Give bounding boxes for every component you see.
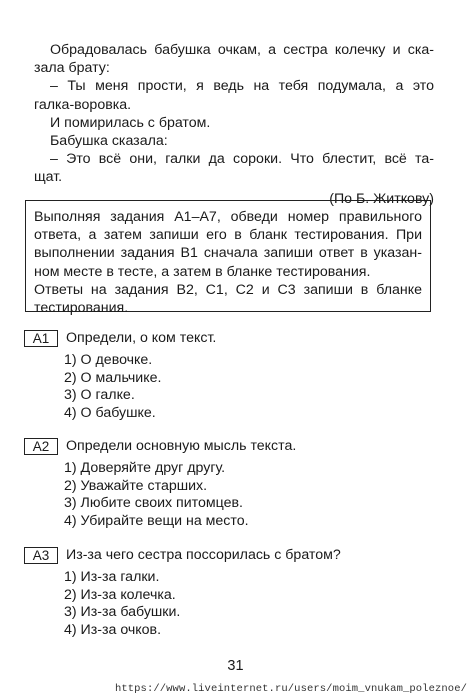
answer-option[interactable]: 4) Из-за очков. (64, 621, 162, 638)
instructions-line: ответа, а затем запиши его в бланк тестирования. При (34, 227, 422, 244)
instructions-line: выполнении задания В1 сначала запиши ответ в указан- (34, 245, 422, 262)
answer-options (64, 352, 434, 422)
story-source: (По Б. Житкову) (329, 190, 434, 207)
answer-option[interactable]: 1) Доверяйте друг другу. (64, 460, 226, 476)
story-line: галка-воровка. (34, 96, 132, 113)
story-line: Бабушка сказала: (50, 133, 168, 150)
instructions-box (25, 200, 431, 317)
task-question: Определи основную мысль текста. (66, 438, 297, 454)
page-number: 31 (227, 658, 244, 674)
answer-option[interactable]: 3) Из-за бабушки. (64, 604, 181, 620)
task-number-badge: А1 (24, 330, 58, 347)
story-line: – Это всё они, галки да сороки. Что блестит, всё та- (50, 151, 434, 168)
instructions-line: тестирования. (34, 300, 129, 317)
task-number-badge: А2 (24, 438, 58, 455)
story-line: щат. (34, 169, 63, 186)
answer-option[interactable]: 3) О галке. (64, 387, 135, 403)
instructions-line: Выполняя задания А1–А7, обведи номер правильного (34, 209, 422, 225)
answer-option[interactable]: 2) Из-за колечка. (64, 586, 176, 603)
answer-option[interactable]: 1) О девочке. (64, 352, 153, 368)
task-question: Определи, о ком текст. (66, 330, 217, 346)
task-a3 (24, 545, 434, 639)
task-a1 (24, 328, 434, 422)
answer-option[interactable]: 1) Из-за галки. (64, 569, 160, 585)
answer-option[interactable]: 2) О мальчике. (64, 369, 162, 386)
instructions-line: Ответы на задания В2, С1, С2 и С3 запиши в бланке (34, 281, 422, 298)
answer-options (64, 460, 434, 530)
task-a2 (24, 436, 434, 530)
answer-option[interactable]: 2) Уважайте старших. (64, 477, 208, 494)
story-line: – Ты меня прости, я ведь на тебя подумала, а это (50, 78, 434, 95)
instructions-line: ном месте в тесте, а затем в бланке тестирования. (34, 263, 371, 280)
answer-option[interactable]: 4) О бабушке. (64, 404, 156, 421)
story-line: И помирилась с братом. (50, 114, 211, 131)
task-question: Из-за чего сестра поссорилась с братом? (66, 547, 341, 563)
story-line: Обрадовалась бабушка очкам, а сестра колечку и ска- (50, 42, 434, 58)
story-line: зала брату: (34, 60, 110, 77)
task-number-badge: А3 (24, 547, 58, 564)
answer-options (64, 569, 434, 639)
answer-option[interactable]: 4) Убирайте вещи на место. (64, 512, 249, 529)
answer-option[interactable]: 3) Любите своих питомцев. (64, 495, 243, 511)
watermark-url: https://www.liveinternet.ru/users/moim_vnukam_poleznoe/ (114, 683, 467, 695)
story-text (34, 41, 434, 208)
